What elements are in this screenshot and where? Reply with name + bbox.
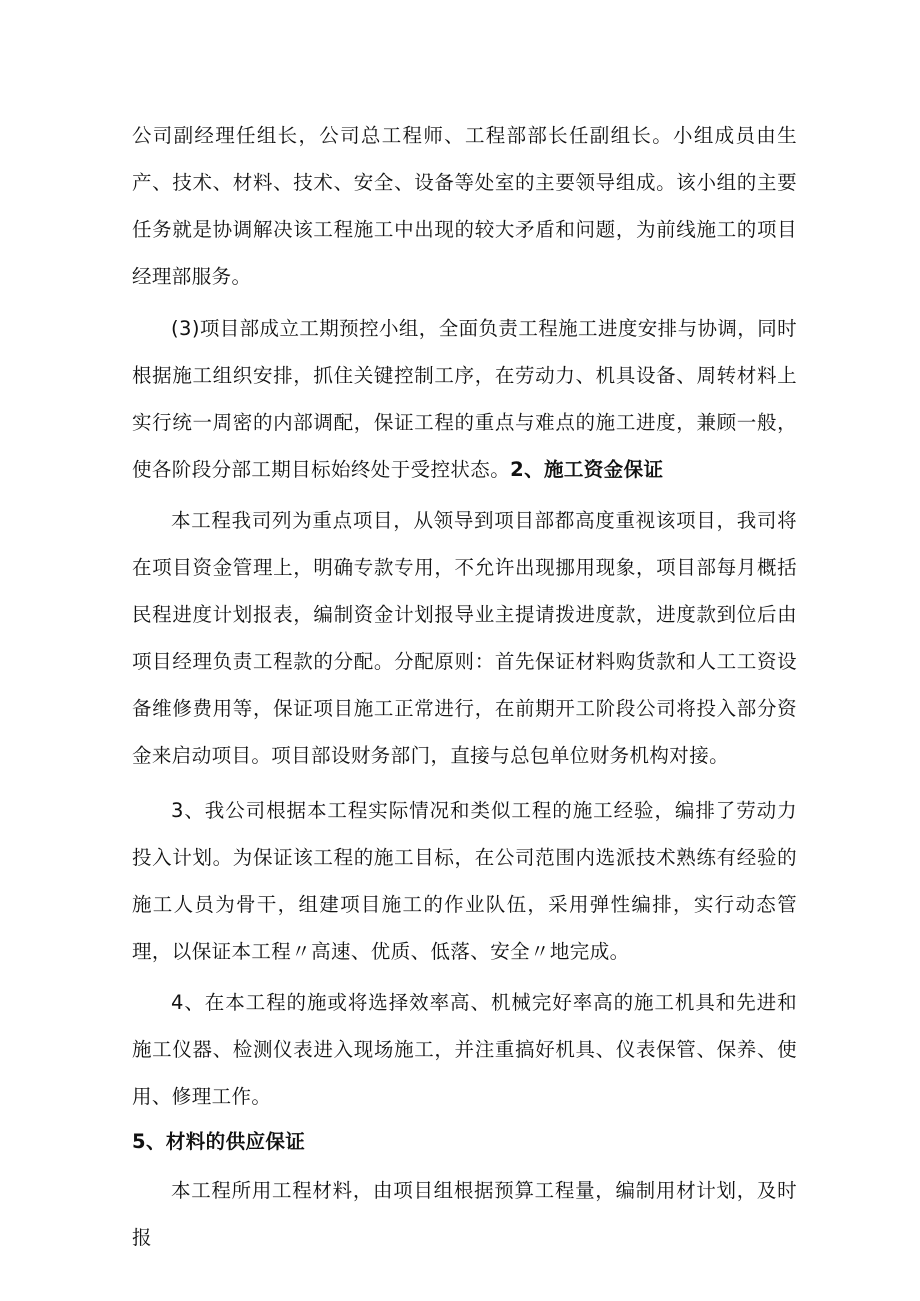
paragraph-funding: 本工程我司列为重点项目，从领导到项目部都高度重视该项目，我司将在项目资金管理上，明确专款专用，不允许出现挪用现象，项目部每月概括民程进度计划报表，编制资金计划报导业主提请拨进度款，进度款到位后由项目经理负责工程款的分配。分配原则：首先保证材料购货款和人工工资设备维修费用等，保证项目施工正常进行，在前期开工阶段公司将投入部分资金来启动项目。项目部设财务部门，直接与总包单位财务机构对接。: [132, 509, 797, 767]
paragraph-materials: 本工程所用工程材料，由项目组根据预算工程量，编制用材计划，及时报: [132, 1179, 797, 1249]
paragraph-labor-plan: 3、我公司根据本工程实际情况和类似工程的施工经验，编排了劳动力投入计划。为保证该工程的施工目标，在公司范围内选派技术熟练有经验的施工人员为骨干，组建项目施工的作业队伍，采用弹性编排，实行动态管理，以保证本工程〃高速、优质、低落、安全〃地完成。: [132, 799, 797, 963]
paragraph-schedule-control: [132, 305, 797, 493]
paragraph-leadership-group: 公司副经理任组长，公司总工程师、工程部部长任副组长。小组成员由生产、技术、材料、技术、安全、设备等处室的主要领导组成。该小组的主要任务就是协调解决该工程施工中出现的较大矛盾和问题，为前线施工的项目经理部服务。: [132, 124, 797, 288]
paragraph-schedule-control-text: (3)项目部成立工期预控小组，全面负责工程施工进度安排与协调，同时根据施工组织安排，抓住关键控制工序，在劳动力、机具设备、周转材料上实行统一周密的内部调配，保证工程的重点与难点的施工进度，兼顾一般，使各阶段分部工期目标始终处于受控状态。: [132, 317, 797, 481]
paragraph-equipment: 4、在本工程的施或将选择效率高、机械完好率高的施工机具和先进和施工仪器、检测仪表进入现场施工，并注重搞好机具、仪表保管、保养、使用、修理工作。: [132, 991, 797, 1108]
heading-material-supply: 5、材料的供应保证: [132, 1130, 306, 1153]
heading-funding-guarantee: 2、施工资金保证: [510, 458, 664, 481]
